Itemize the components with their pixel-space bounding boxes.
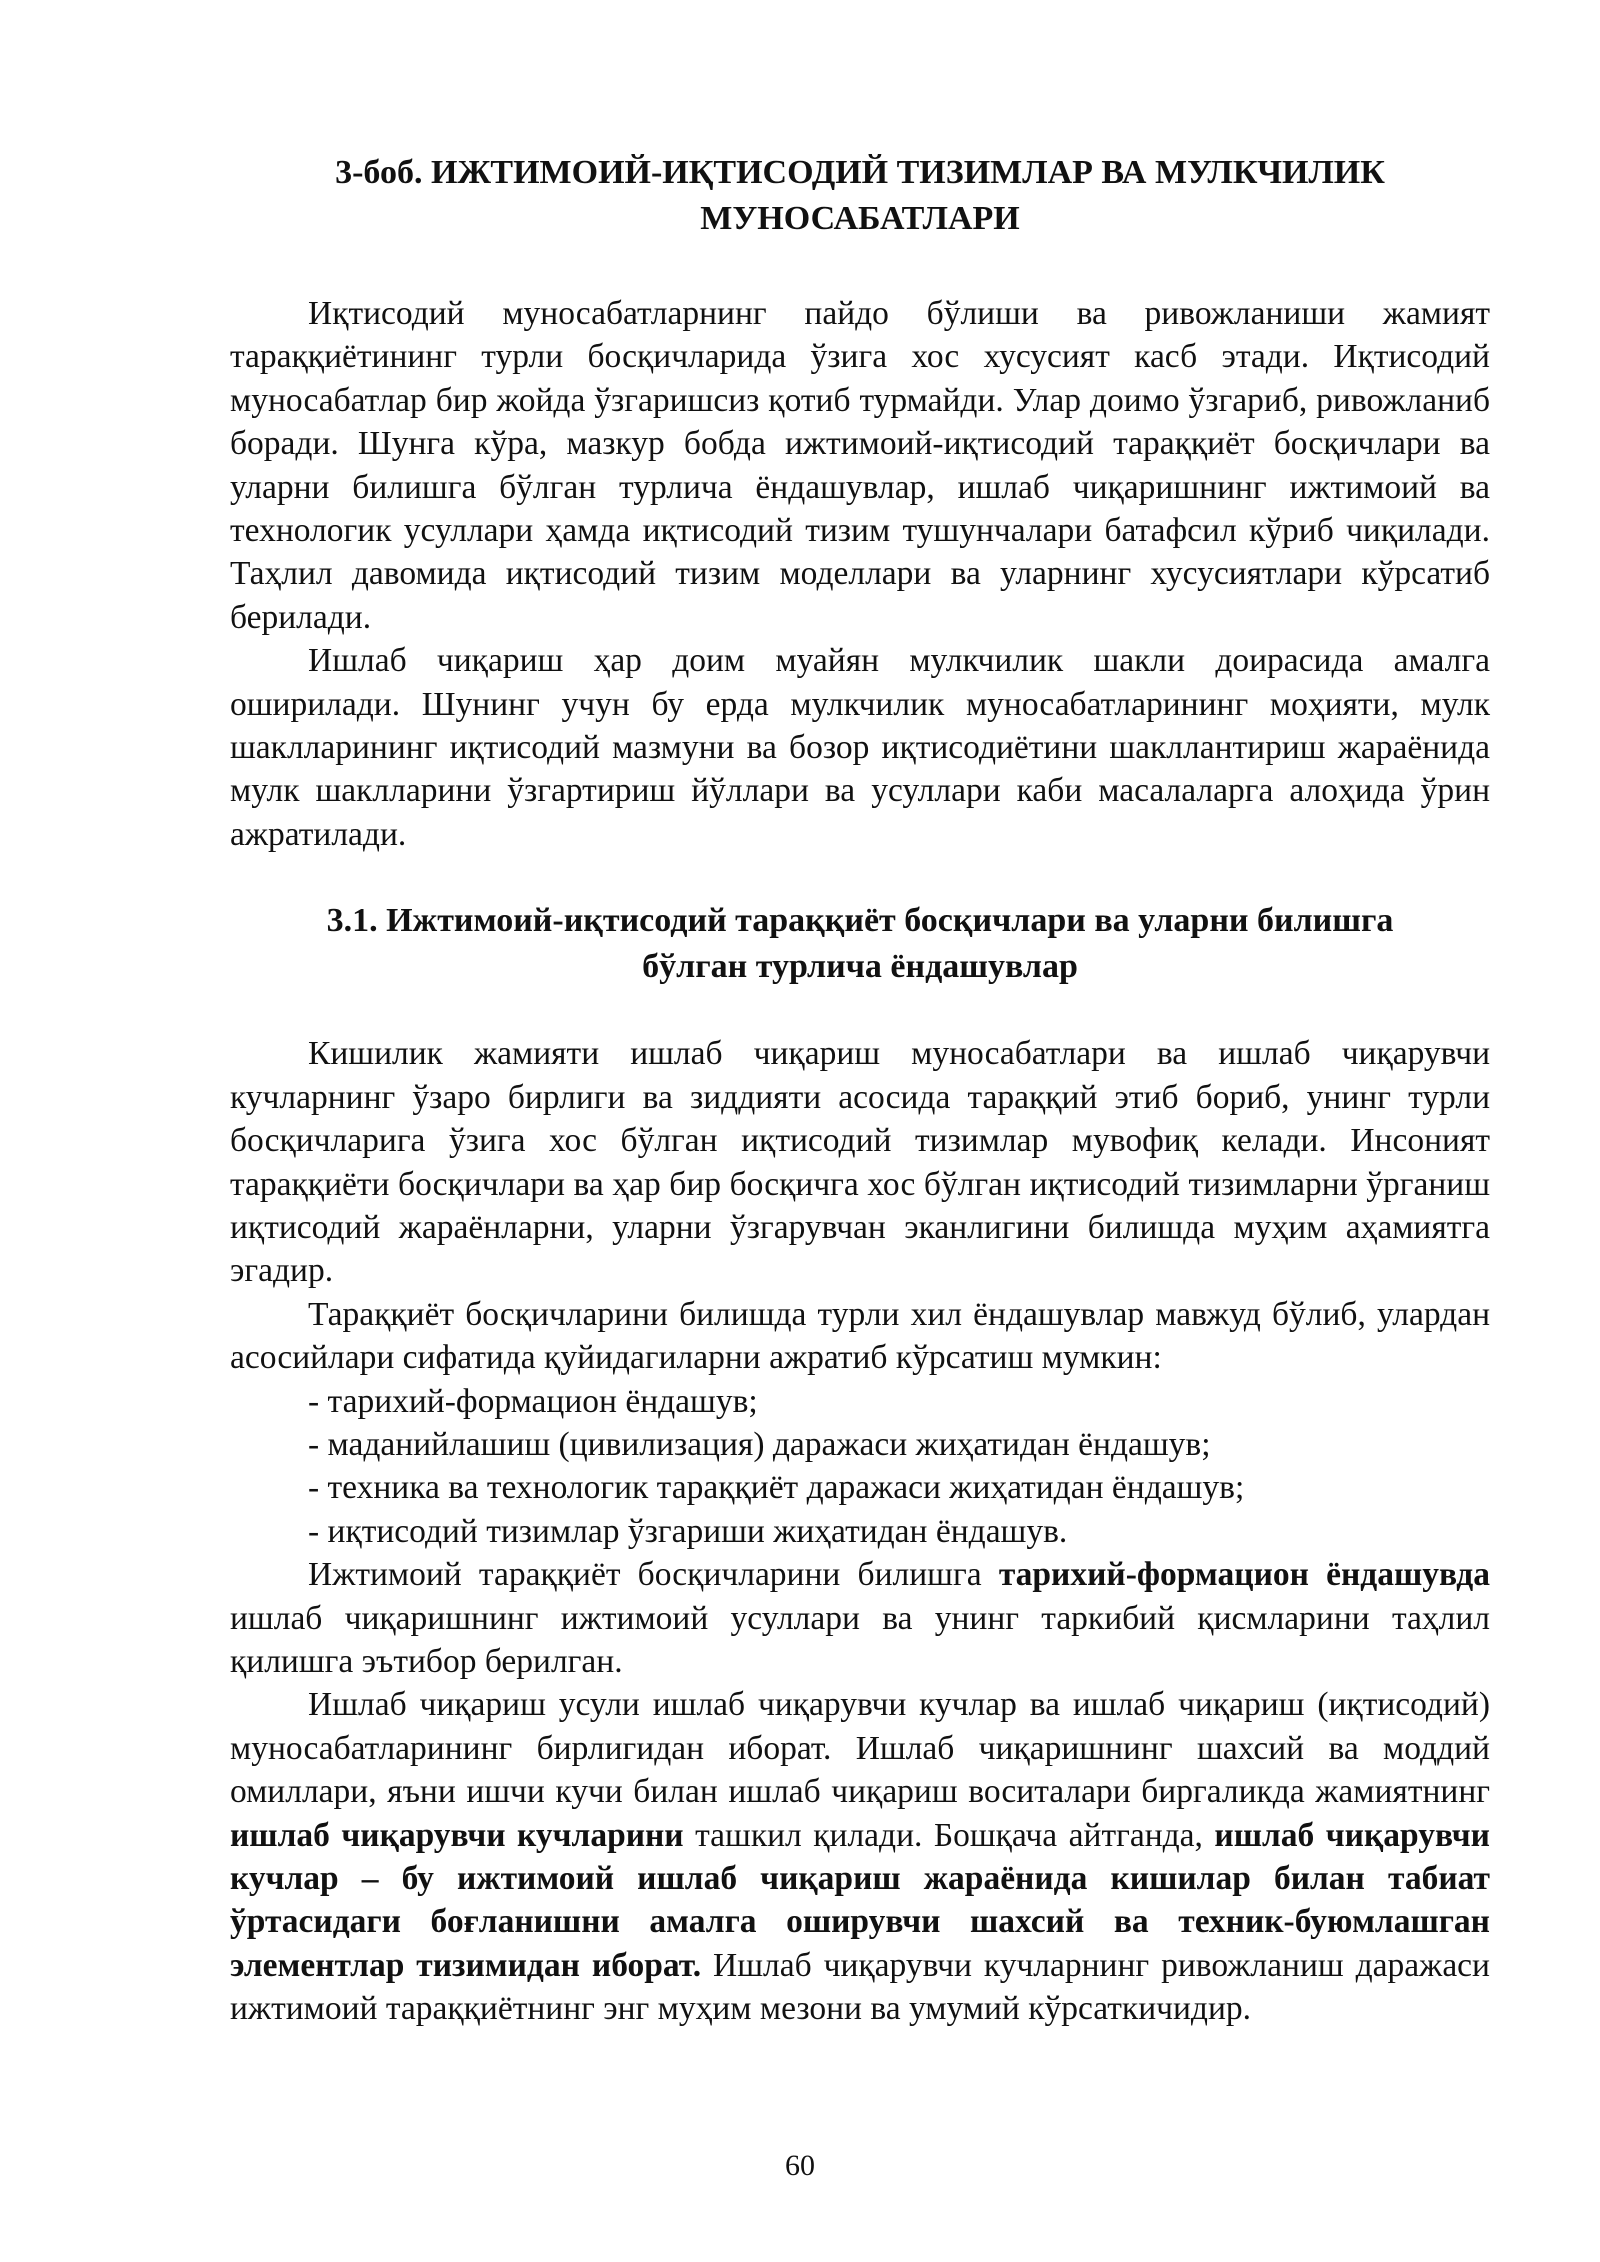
bold-term: ишлаб чиқарувчи кучларини [230,1816,684,1854]
paragraph-text: ишлаб чиқаришнинг ижтимоий усуллари ва унинг таркибий қисмларини таҳлил қилишга эътибор берилган. [230,1599,1490,1680]
bold-definition: ишлаб чиқарувчи кучлар – бу ижтимоий ишлаб чиқариш жараёнида кишилар билан табиат ўртасидаги боғланишни амалга оширувчи шахсий ва техник-буюмлашган элементлар тизимидан иборат. [230,1816,1490,1984]
chapter-title [230,150,1490,242]
list-item: - тарихий-формацион ёндашув; [308,1382,758,1420]
section-paragraph-2: Тараққиёт босқичларини билишда турли хил ёндашувлар мавжуд бўлиб, улардан асосийлари сифатида қуйидагиларни ажратиб кўрсатиш мумкин: [230,1295,1490,1377]
paragraph-text: Ишлаб чиқарувчи кучларнинг ривожланиш даражаси ижтимоий тараққиётнинг энг муҳим мезони ва умумий кўрсаткичидир. [230,1946,1490,2028]
paragraph-text: Ишлаб чиқариш усули ишлаб чиқарувчи кучлар ва ишлаб чиқариш (иқтисодий) муносабатларининг бирлигидан иборат. Ишлаб чиқаришнинг шахсий ва моддий омиллари, яъни ишчи кучи билан ишлаб чиқариш воситалари биргаликда жамиятнинг [230,1686,1490,1811]
section-paragraph-4 [230,1683,1490,2030]
section-paragraph-3 [230,1553,1490,1683]
intro-paragraph-2: Ишлаб чиқариш ҳар доим муайян мулкчилик шакли доирасида амалга оширилади. Шунинг учун бу ерда мулкчилик муносабатларининг моҳияти, мулк шаклларининг иқтисодий мазмуни ва бозор иқтисодиётини шакллантириш жараёнида мулк шаклларини ўзгартириш йўллари ва усуллари каби масалаларга алоҳида ўрин ажратилади. [230,642,1490,853]
list-item: - иқтисодий тизимлар ўзгариши жиҳатидан ёндашув. [308,1512,1068,1550]
page-content [230,150,1490,2031]
page-number: 60 [785,2149,815,2182]
section-title-line1: 3.1. Ижтимоий-иқтисодий тараққиёт босқичлари ва уларни билишга [326,902,1394,940]
section-title-line2: бўлган турлича ёндашувлар [642,948,1078,986]
section-title [230,898,1490,990]
intro-paragraph-1: Иқтисодий муносабатларнинг пайдо бўлиши ва ривожланиши жамият тараққиётининг турли босқичларида ўзига хос хусусият касб этади. Иқтисодий муносабатлар бир жойда ўзгаришсиз қотиб турмайди. Улар доимо ўзгариб, ривожланиб боради. Шунга кўра, мазкур бобда ижтимоий-иқтисодий тараққиёт босқичлари ва уларни билишга бўлган турлича ёндашувлар, ишлаб чиқаришнинг ижтимоий ва технологик усуллари ҳамда иқтисодий тизим тушунчалари батафсил кўриб чиқилади. Таҳлил давомида иқтисодий тизим моделлари ва уларнинг хусусиятлари кўрсатиб берилади. [230,295,1490,636]
chapter-title-line1: 3-боб. ИЖТИМОИЙ-ИҚТИСОДИЙ ТИЗИМЛАР ВА МУЛКЧИЛИК [335,154,1385,191]
paragraph-text: ташкил қилади. Бошқача айтганда, [683,1816,1215,1854]
list-item: - маданийлашиш (цивилизация) даражаси жиҳатидан ёндашув; [308,1425,1211,1463]
chapter-title-line2: МУНОСАБАТЛАРИ [700,200,1020,237]
list-item: - техника ва технологик тараққиёт даражаси жиҳатидан ёндашув; [308,1469,1245,1507]
section-paragraph-1: Кишилик жамияти ишлаб чиқариш муносабатлари ва ишлаб чиқарувчи кучларнинг ўзаро бирлиги ва зиддияти асосида тараққий этиб бориб, унинг турли босқичларига ўзига хос бўлган иқтисодий тизимлар мувофиқ келади. Инсоният тараққиёти босқичлари ва ҳар бир босқичга хос бўлган иқтисодий тизимларни ўрганиш иқтисодий жараёнларни, уларни ўзгарувчан эканлигини билишда муҳим аҳамиятга эгадир. [230,1035,1490,1290]
approaches-list [230,1380,1490,1554]
bold-term: тарихий-формацион ёндашувда [998,1556,1490,1594]
paragraph-text: Ижтимоий тараққиёт босқичларини билишга [308,1556,999,1594]
